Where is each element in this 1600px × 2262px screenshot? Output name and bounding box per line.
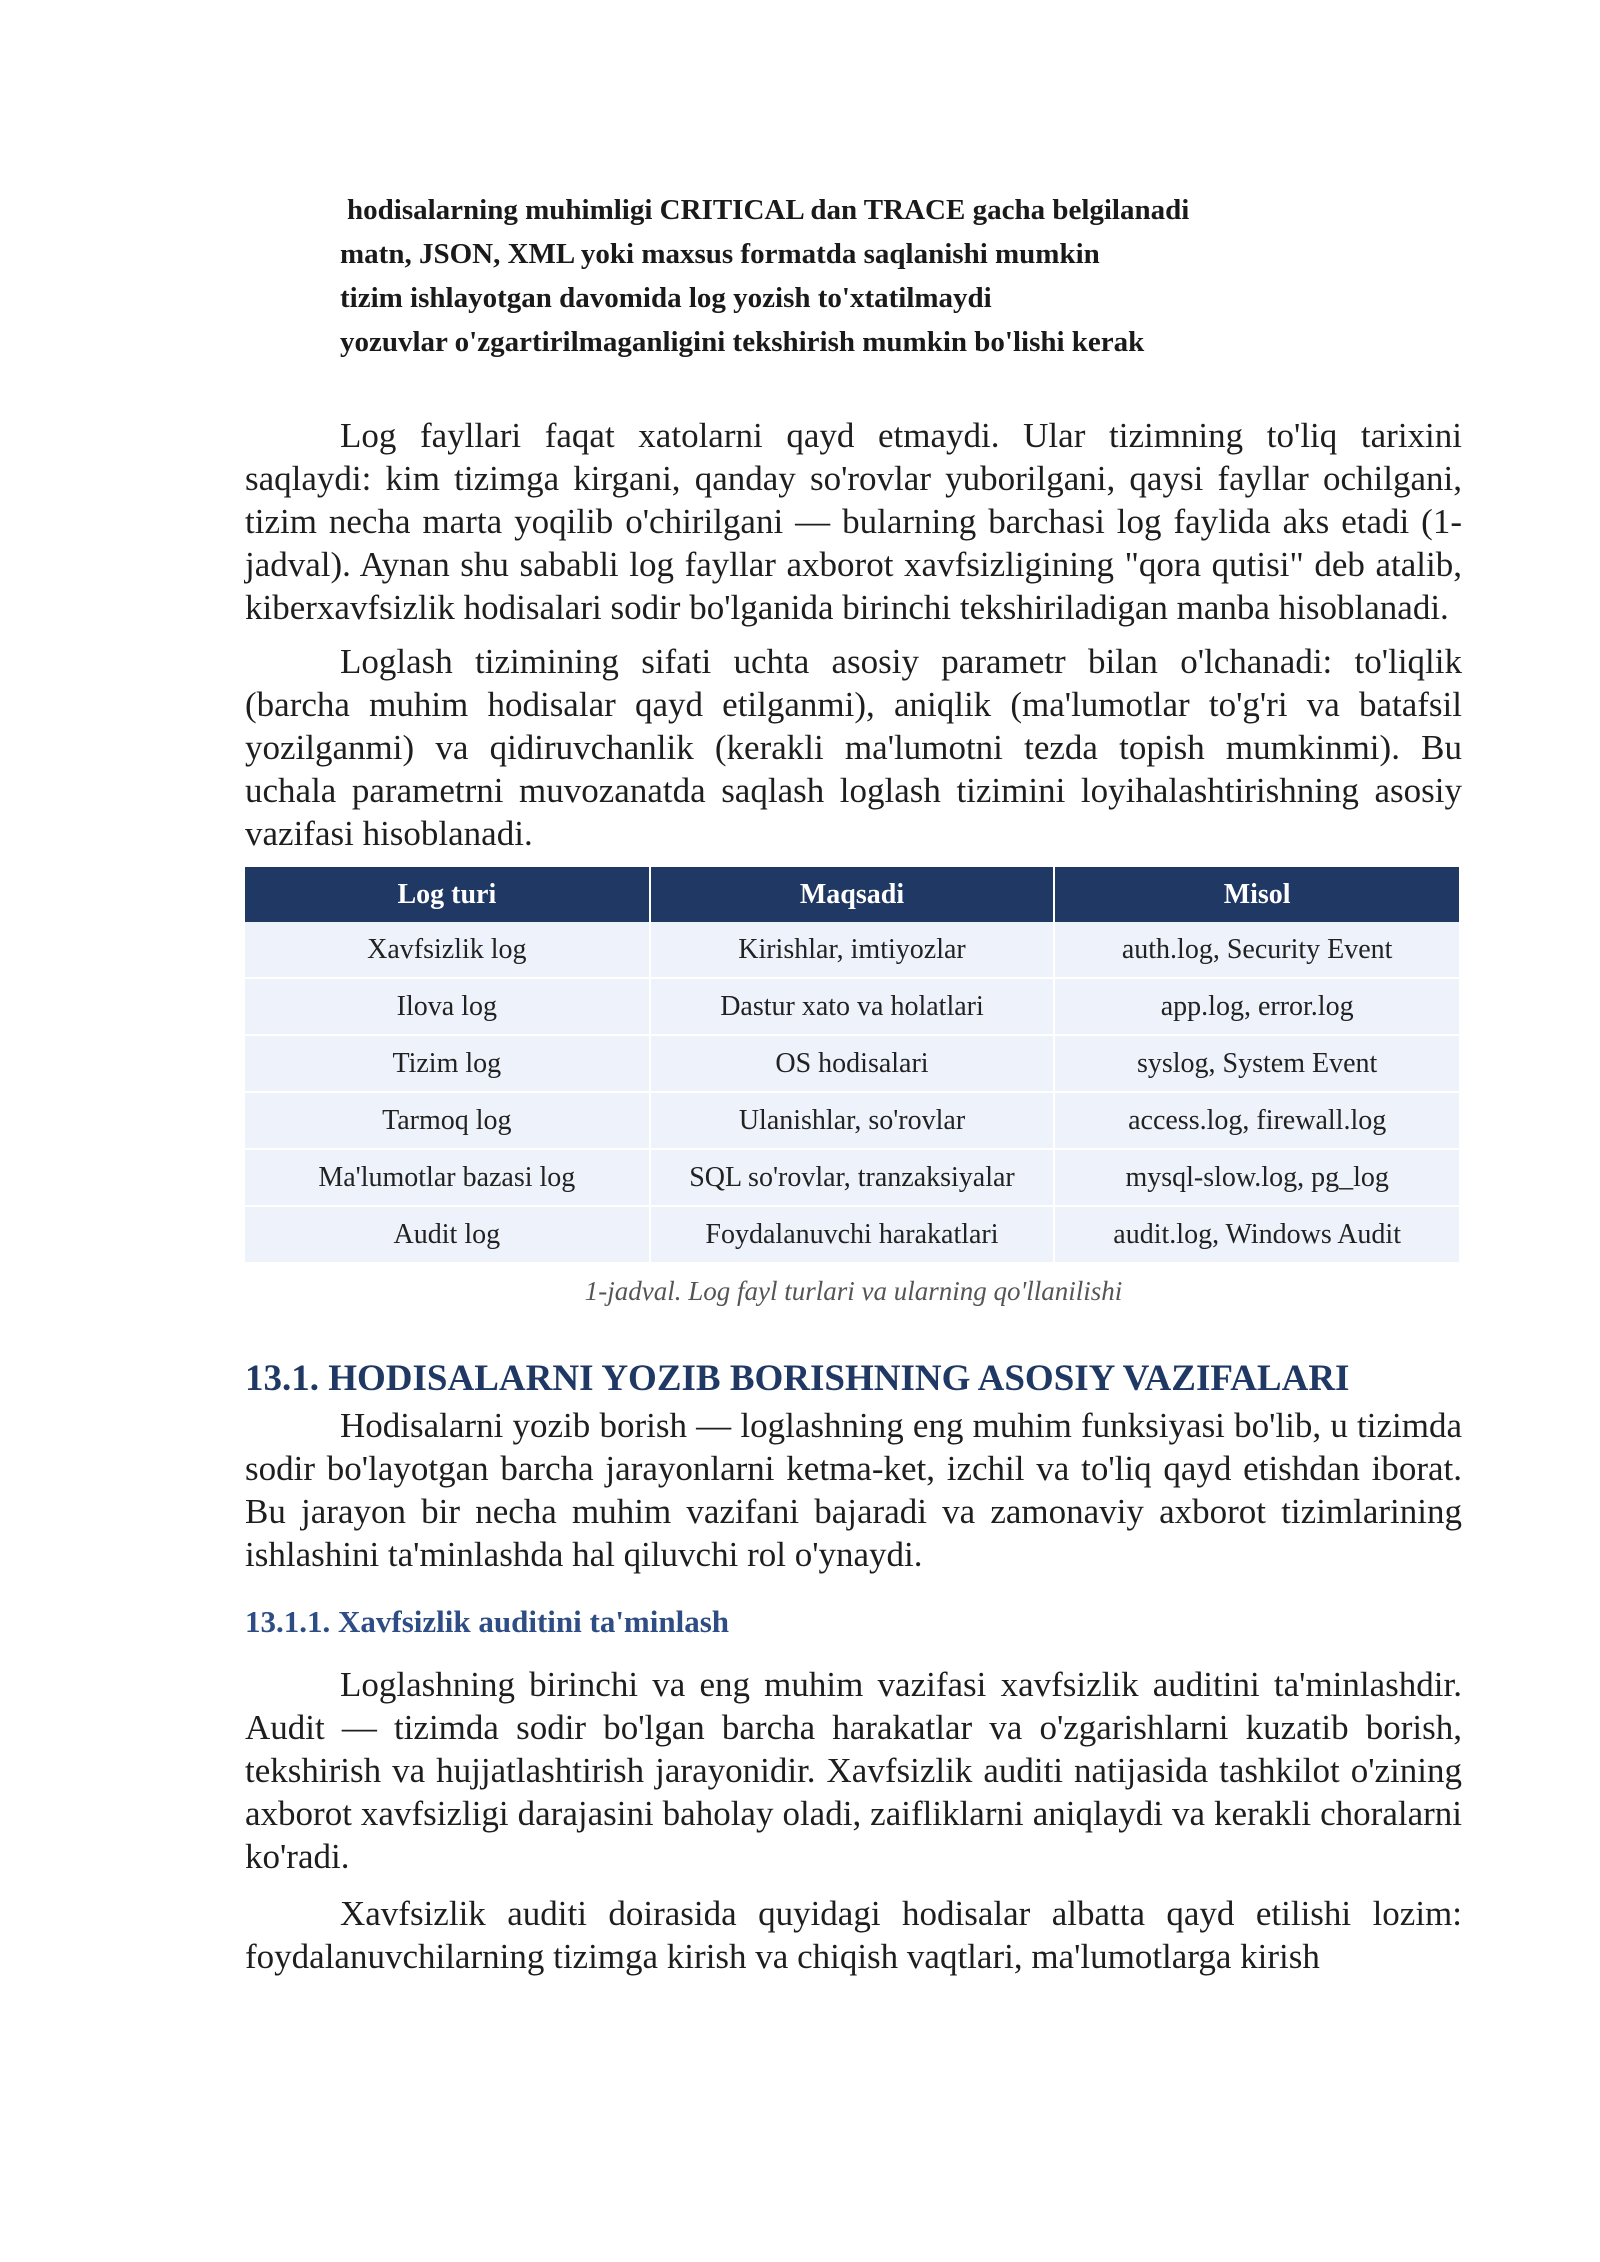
table-cell: access.log, firewall.log — [1054, 1092, 1459, 1149]
table-cell: app.log, error.log — [1054, 978, 1459, 1035]
table-header-cell: Maqsadi — [650, 867, 1055, 922]
paragraph-log-history: Log fayllari faqat xatolarni qayd etmaydi. Ular tizimning to'liq tarixini saqlaydi: kim tizimga kirgani, qanday so'rovlar yuborilgani, qaysi fayllar ochilgani, tizim necha marta yoqilib o'chirilgani — bularning barchasi log faylida aks etadi (1-jadval). Aynan shu sababli log fayllar axborot xavfsizligining "qora qutisi" deb atalib, kiberxavfsizlik hodisalari sodir bo'lganida birinchi tekshiriladigan manba hisoblanadi. — [245, 416, 1462, 627]
table-cell: Audit log — [245, 1206, 650, 1263]
bullet-list — [340, 188, 1462, 364]
paragraph-log-quality: Loglash tizimining sifati uchta asosiy parametr bilan o'lchanadi: to'liqlik (barcha muhim hodisalar qayd etilganmi), aniqlik (ma'lumotlar to'g'ri va batafsil yozilganmi) va qidiruvchanlik (kerakli ma'lumotni tezda topish mumkinmi). Bu uchala parametrni muvozanatda saqlash loglash tizimini loyihalashtirishning asosiy vazifasi hisoblanadi. — [245, 642, 1462, 853]
table-cell: auth.log, Security Event — [1054, 922, 1459, 978]
subsection-heading: 13.1.1. Xavfsizlik auditini ta'minlash — [245, 1604, 730, 1639]
table-row — [245, 1149, 1459, 1206]
bullet-line: tizim ishlayotgan davomida log yozish to'xtatilmaydi — [340, 282, 992, 314]
table-cell: syslog, System Event — [1054, 1035, 1459, 1092]
paragraph-logging-function: Hodisalarni yozib borish — loglashning eng muhim funksiyasi bo'lib, u tizimda sodir bo'layotgan barcha jarayonlarni ketma-ket, izchil va to'liq qayd etishdan iborat. Bu jarayon bir necha muhim vazifani bajaradi va zamonaviy axborot tizimlarining ishlashini ta'minlashda hal qiluvchi rol o'ynaydi. — [245, 1406, 1462, 1574]
table-cell: Ilova log — [245, 978, 650, 1035]
table-cell: OS hodisalari — [650, 1035, 1055, 1092]
table-header-cell: Misol — [1054, 867, 1459, 922]
bullet-line: matn, JSON, XML yoki maxsus formatda saqlanishi mumkin — [340, 238, 1100, 270]
paragraph-audit-events: Xavfsizlik auditi doirasida quyidagi hodisalar albatta qayd etilishi lozim: foydalanuvchilarning tizimga kirish va chiqish vaqtlari, ma'lumotlarga kirish — [245, 1894, 1462, 1976]
table-cell: SQL so'rovlar, tranzaksiyalar — [650, 1149, 1055, 1206]
table-cell: Tarmoq log — [245, 1092, 650, 1149]
table-cell: audit.log, Windows Audit — [1054, 1206, 1459, 1263]
table-cell: Tizim log — [245, 1035, 650, 1092]
table-cell: Foydalanuvchi harakatlari — [650, 1206, 1055, 1263]
table-cell: Ma'lumotlar bazasi log — [245, 1149, 650, 1206]
table-cell: Kirishlar, imtiyozlar — [650, 922, 1055, 978]
table-header-cell: Log turi — [245, 867, 650, 922]
table-row — [245, 1092, 1459, 1149]
table-caption: 1-jadval. Log fayl turlari va ularning qo'llanilishi — [584, 1276, 1123, 1306]
table-cell: Ulanishlar, so'rovlar — [650, 1092, 1055, 1149]
table-cell: Dastur xato va holatlari — [650, 978, 1055, 1035]
bullet-line: yozuvlar o'zgartirilmaganligini tekshirish mumkin bo'lishi kerak — [340, 326, 1145, 358]
table-row — [245, 978, 1459, 1035]
table-row — [245, 1035, 1459, 1092]
document-page — [245, 188, 1462, 1978]
table-row — [245, 922, 1459, 978]
table-cell: Xavfsizlik log — [245, 922, 650, 978]
table-header-row — [245, 867, 1459, 922]
table-row — [245, 1206, 1459, 1263]
paragraph-security-audit: Loglashning birinchi va eng muhim vazifasi xavfsizlik auditini ta'minlashdir. Audit — tizimda sodir bo'lgan barcha harakatlar va o'zgarishlarni kuzatib borish, tekshirish va hujjatlashtirish jarayonidir. Xavfsizlik auditi natijasida tashkilot o'zining axborot xavfsizligi darajasini baholay oladi, zaifliklarni aniqlaydi va kerakli choralarni ko'radi. — [245, 1665, 1462, 1876]
table-cell: mysql-slow.log, pg_log — [1054, 1149, 1459, 1206]
bullet-line: hodisalarning muhimligi CRITICAL dan TRACE gacha belgilanadi — [347, 194, 1190, 226]
log-types-table — [245, 867, 1459, 1264]
section-heading: 13.1. HODISALARNI YOZIB BORISHNING ASOSIY VAZIFALARI — [245, 1358, 1350, 1399]
